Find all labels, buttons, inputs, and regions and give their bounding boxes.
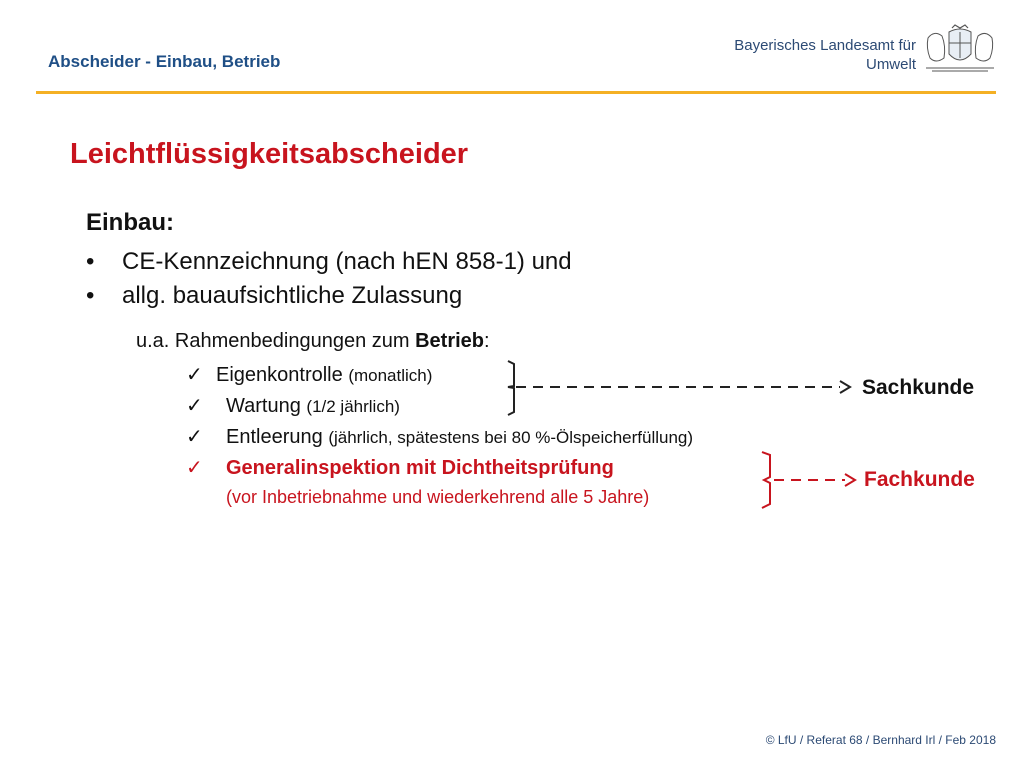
bullet-dot: • (86, 248, 95, 275)
checkmark-icon: ✓ (186, 457, 203, 479)
header-title: Abscheider - Einbau, Betrieb (48, 52, 281, 71)
intro-suffix: : (484, 330, 490, 352)
inspection-note: (vor Inbetriebnahme und wiederkehrend alle 5 Jahre) (226, 487, 650, 507)
checkmark-icon: ✓ (186, 426, 203, 448)
checklist-detail: (1/2 jährlich) (306, 397, 400, 416)
intro-bold: Betrieb (415, 330, 484, 352)
checklist-main: Generalinspektion mit Dichtheitsprüfung (226, 457, 614, 479)
bullet-text: CE-Kennzeichnung (nach hEN 858-1) und (122, 248, 572, 275)
checklist-main: Wartung (226, 395, 301, 417)
checklist-main: Entleerung (226, 426, 323, 448)
bullet-dot: • (86, 282, 95, 309)
footer-copyright: © LfU / Referat 68 / Bernhard Irl / Feb 2018 (765, 733, 996, 747)
fachkunde-arrowhead-icon (845, 474, 855, 486)
sachkunde-bracket (508, 361, 514, 415)
label-fachkunde: Fachkunde (864, 468, 975, 491)
checkmark-icon: ✓ (186, 395, 203, 417)
checkmark-icon: ✓ (186, 364, 203, 386)
checklist-detail: (jährlich, spätestens bei 80 %-Ölspeicherfüllung) (328, 428, 694, 447)
slide-title: Leichtflüssigkeitsabscheider (70, 138, 469, 170)
checklist-main: Eigenkontrolle (216, 364, 343, 386)
fachkunde-bracket (762, 452, 770, 508)
agency-name-line2: Umwelt (865, 56, 916, 73)
bullet-text: allg. bauaufsichtliche Zulassung (122, 282, 463, 309)
agency-name-line1: Bayerisches Landesamt für (734, 37, 916, 54)
sachkunde-arrowhead-icon (840, 381, 850, 393)
section-heading: Einbau: (86, 209, 174, 236)
intro-prefix: u.a. Rahmenbedingungen zum (136, 330, 416, 352)
checklist-detail: (monatlich) (348, 366, 433, 385)
label-sachkunde: Sachkunde (862, 376, 975, 399)
